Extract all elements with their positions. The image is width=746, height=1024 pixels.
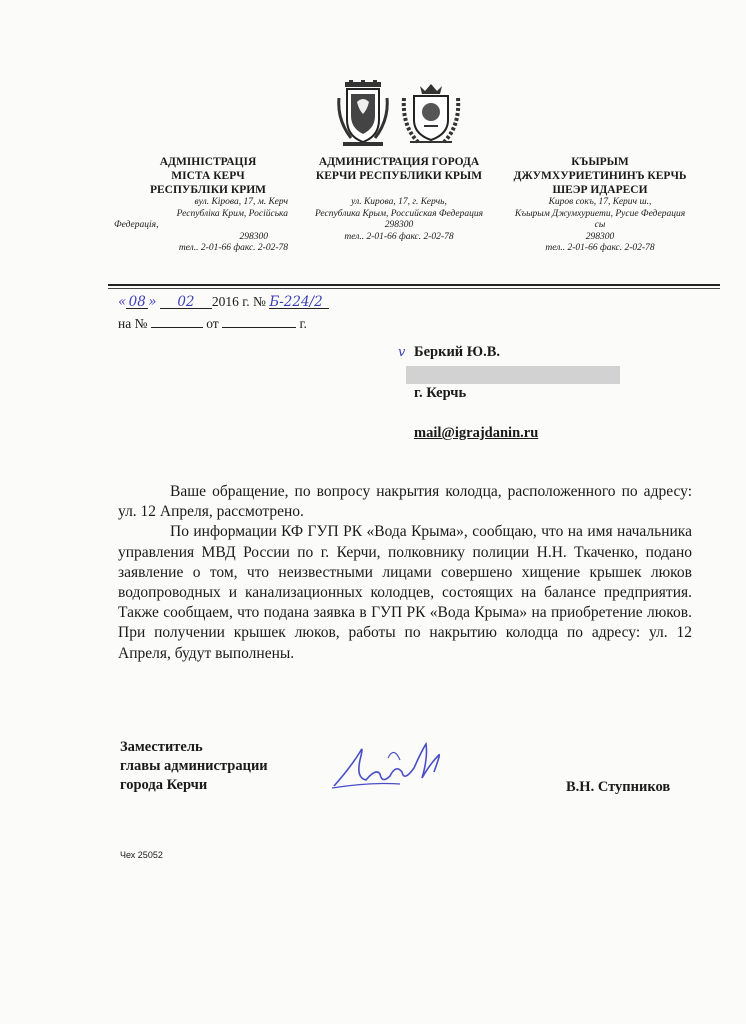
- recipient-city: г. Керчь: [414, 385, 467, 401]
- ref-from-blank: [222, 313, 296, 328]
- kerch-coat-of-arms-icon: [400, 82, 462, 146]
- ref-on-label: на №: [118, 316, 148, 331]
- recipient-name: Беркий Ю.В.: [414, 344, 501, 360]
- letter-body: [118, 482, 692, 664]
- ref-line-2: [118, 313, 307, 332]
- recipient-email[interactable]: mail@igrajdanin.ru: [414, 425, 539, 441]
- header-rus-postcode: 298300: [384, 220, 414, 230]
- signature-title-3: города Керчи: [120, 777, 208, 793]
- ref-day: 08: [126, 294, 148, 309]
- signature-title: [120, 738, 268, 795]
- header-ukr-postcode: 298300: [239, 231, 268, 242]
- ref-g: г.: [299, 316, 307, 331]
- ref-month: 02: [160, 294, 212, 309]
- header-rus-title-1: АДМИНИСТРАЦИЯ ГОРОДА: [318, 156, 480, 168]
- ref-number: Б-224/2: [269, 294, 329, 309]
- crimea-coat-of-arms-icon: [337, 80, 389, 148]
- header-rus-phone: тел.. 2-01-66 факс. 2-02-78: [344, 231, 454, 242]
- header-crh-title-1: КЪЫРЫМ: [571, 156, 629, 168]
- signature-title-2: главы администрации: [120, 758, 268, 774]
- header-ukr-title-1: АДМІНІСТРАЦІЯ: [159, 156, 257, 168]
- header-ukr-phone: тел.. 2-01-66 факс. 2-02-78: [178, 243, 288, 253]
- header-crh-address-2: Къырым Джумхуриети, Русие Федерация: [514, 208, 686, 219]
- header-rus-title-2: КЕРЧИ РЕСПУБЛИКИ КРЫМ: [315, 170, 483, 182]
- ref-on-blank: [151, 313, 203, 328]
- header-crh-address-3: сы: [594, 220, 606, 230]
- ref-from-label: от: [206, 316, 219, 331]
- handwritten-signature: [330, 738, 454, 794]
- header-divider: [108, 284, 720, 286]
- header-crh-title-2: ДЖУМХУРИЕТИНИНЪ КЕРЧЬ: [513, 170, 687, 182]
- ref-open-quote: «: [118, 294, 127, 310]
- header-ukr-address-2: Республіка Крим, Російська: [176, 208, 288, 219]
- header-ukr-title-3: РЕСПУБЛІКИ КРИМ: [149, 184, 267, 196]
- ref-close-quote: »: [148, 294, 157, 310]
- header-crh-postcode: 298300: [585, 231, 615, 242]
- body-paragraph-2: По информации КФ ГУП РК «Вода Крыма», сообщаю, что на имя начальника управления МВД России по г. Керчи, полковнику полиции Н.Н. Ткаченко, подано заявление о том, что неизвестными лицами совершено хищение крышек люков водопроводных и канализационных колодцев, состоящих на балансе предприятия. Также сообщаем, что подана заявка в ГУП РК «Вода Крыма» на приобретение люков. При получении крышек люков, работы по накрытию колодца по адресу: ул. 12 Апреля, будут выполнены.: [118, 523, 692, 662]
- ref-year: 2016 г. №: [211, 294, 266, 309]
- signature-title-1: Заместитель: [120, 739, 203, 755]
- header-ukr-title-2: МІСТА КЕРЧ: [171, 170, 245, 182]
- header-crh: [508, 155, 692, 255]
- header-crh-address-1: Киров сокъ, 17, Керич ш.,: [548, 197, 652, 207]
- redacted-address-bar: [406, 366, 620, 384]
- header-crh-title-3: ШЕЭР ИДАРЕСИ: [552, 184, 648, 196]
- header-rus-address-1: ул. Кирова, 17, г. Керчь,: [351, 197, 447, 207]
- executor-note: Чех 25052: [120, 850, 163, 860]
- signatory-name: В.Н. Ступников: [566, 779, 671, 795]
- header-rus-address-2: Республика Крым, Российская Федерация: [314, 208, 484, 219]
- body-paragraph-1: Ваше обращение, по вопросу накрытия колодца, расположенного по адресу: ул. 12 Апреля, рассмотрено.: [118, 483, 692, 521]
- header-crh-phone: тел.. 2-01-66 факс. 2-02-78: [545, 243, 655, 253]
- header-ukr-address-1: вул. Кірова, 17, м. Керч: [194, 197, 288, 207]
- ref-line: [118, 294, 329, 310]
- header-divider-thin: [108, 288, 720, 289]
- header-rus: [304, 155, 494, 243]
- check-mark-icon: v: [398, 345, 406, 360]
- header-ukr: [114, 155, 288, 255]
- header-ukr-address-3: Федерація,: [114, 220, 159, 230]
